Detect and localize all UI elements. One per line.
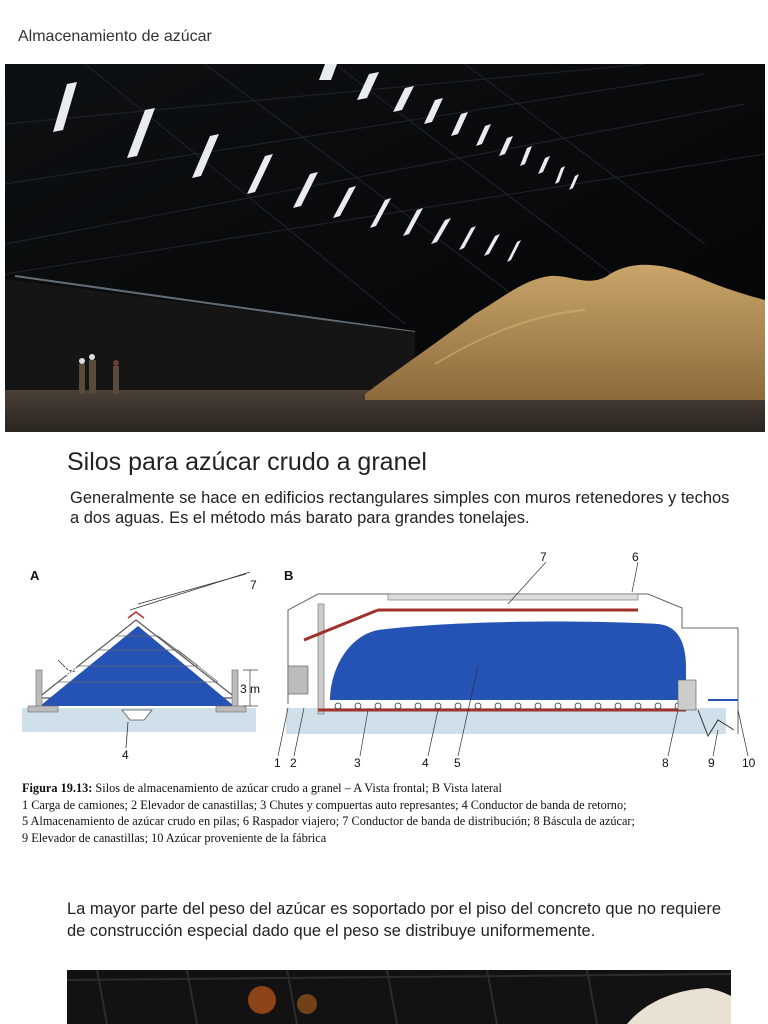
panel-b-label: B: [284, 568, 294, 583]
caption-line-1: [22, 780, 762, 797]
silo-diagram: [18, 550, 758, 772]
warehouse-photo-2: [67, 970, 731, 1024]
caption-line-2: 1 Carga de camiones; 2 Elevador de canastillas; 3 Chutes y compuertas auto represantes; 4 Conductor de banda de retorno;: [22, 797, 627, 812]
b-label-5: 5: [454, 756, 461, 770]
panel-a-label: A: [30, 568, 40, 583]
silo-diagram-svg: [18, 560, 758, 772]
b-label-8: 8: [662, 756, 669, 770]
section-title: Silos para azúcar crudo a granel: [67, 448, 427, 476]
figure-caption: [22, 780, 762, 846]
b-label-10: 10: [742, 756, 756, 770]
angle-label: 34º: [64, 664, 82, 678]
section-text: Generalmente se hace en edificios rectangulares simples con muros retenedores y techos a dos aguas. Es el método más barato para grandes tonelajes.: [70, 489, 730, 527]
b-label-7: 7: [540, 550, 547, 564]
b-label-1: 1: [274, 756, 281, 770]
b-label-4: 4: [422, 756, 429, 770]
b-label-6: 6: [632, 550, 639, 564]
b-label-3: 3: [354, 756, 361, 770]
caption-line-3: 5 Almacenamiento de azúcar crudo en pilas; 6 Raspador viajero; 7 Conductor de banda de distribución; 8 Báscula de azúcar;: [22, 814, 635, 828]
a-label-7: 7: [250, 578, 257, 592]
caption-line-4: 9 Elevador de canastillas; 10 Azúcar proveniente de la fábrica: [22, 830, 327, 845]
a-label-4: 4: [122, 748, 129, 762]
height-label: 3 m: [240, 682, 261, 696]
b-label-9: 9: [708, 756, 715, 770]
front-view: [22, 572, 261, 748]
caption-title: Figura 19.13:: [22, 781, 93, 795]
page-header: Almacenamiento de azúcar: [18, 28, 212, 45]
warehouse-photo: [5, 64, 765, 432]
b-label-2: 2: [290, 756, 297, 770]
side-view: [278, 562, 748, 756]
caption-subtitle: Silos de almacenamiento de azúcar crudo a granel – A Vista frontal; B Vista lateral: [92, 781, 502, 795]
paragraph-2: La mayor parte del peso del azúcar es soportado por el piso del concreto que no requiere de construcción especial dado que el peso se distribuye uniformemente.: [67, 900, 721, 940]
